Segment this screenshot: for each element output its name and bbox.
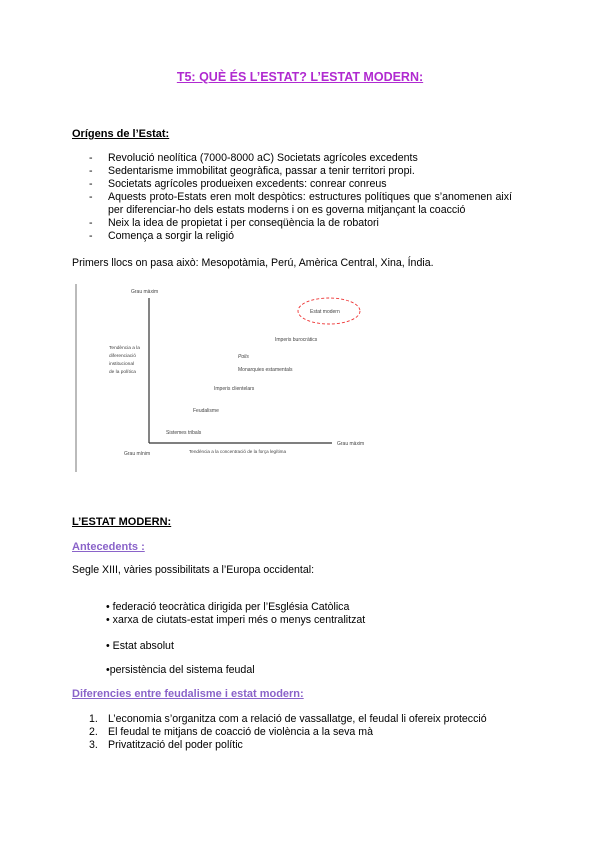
y-axis-label-line: diferenciació — [109, 354, 136, 359]
list-item — [72, 726, 487, 739]
y-axis-label-line: institucional — [109, 362, 135, 367]
list-item: • federació teocràtica dirigida per l’Església Catòlica — [106, 601, 350, 613]
figure-point-label: Sistemes tribals — [166, 430, 202, 436]
y-max-label: Grau màxim — [131, 289, 159, 295]
list-item: - Neix la idea de propietat i per conseqüència la de robatori — [72, 217, 512, 230]
list-item: - Aquests proto-Estats eren molt despòtics: estructures polítiques que s’anomenen així per diferenciar-ho dels estats moderns i on es governa mitjançant la coacció — [72, 191, 512, 217]
item-text: El feudal te mitjans de coacció de violència a la seva mà — [108, 726, 373, 738]
page-title: T5: QUÈ ÉS L’ESTAT? L’ESTAT MODERN: — [176, 70, 424, 84]
differences-list — [72, 713, 487, 752]
antecedents-heading: Antecedents : — [72, 541, 145, 553]
y-axis-label-line: Tendència a la — [109, 346, 140, 351]
figure-point-label: Estat modern — [310, 309, 340, 315]
figure-point-label: Imperis clientelars — [214, 386, 255, 392]
figure-point-label: Polis — [238, 354, 249, 360]
item-number: 2. — [89, 726, 98, 738]
list-item: - Societats agrícoles produeixen excedents: conrear conreus — [72, 178, 512, 191]
x-max-label: Grau màxim — [337, 441, 365, 447]
x-axis-label: Tendència a la concentració de la força legítima — [189, 449, 287, 454]
y-axis-label — [109, 345, 141, 375]
origins-heading: Orígens de l’Estat: — [72, 128, 170, 140]
list-item: • Estat absolut — [106, 640, 174, 652]
figure-point-label: Monarquies estamentals — [238, 367, 293, 373]
list-item — [72, 739, 487, 752]
list-item: - Comença a sorgir la religió — [72, 230, 512, 243]
list-item — [72, 713, 487, 726]
y-axis-label-line: de la política — [109, 370, 136, 375]
item-text: L’economia s’organitza com a relació de vassallatge, el feudal li ofereix protecció — [108, 713, 487, 725]
state-evolution-diagram — [72, 282, 372, 474]
x-min-label: Grau mínim — [124, 451, 151, 457]
list-item: •persistència del sistema feudal — [106, 664, 255, 676]
item-number: 1. — [89, 713, 98, 725]
first-places-text: Primers llocs on pasa això: Mesopotàmia, Perú, Amèrica Central, Xina, Índia. — [72, 257, 434, 269]
modern-state-heading: L’ESTAT MODERN: — [72, 516, 172, 528]
list-item: - Sedentarisme immobilitat geogràfica, passar a tenir territori propi. — [72, 165, 512, 178]
list-item: - Revolució neolítica (7000-8000 aC) Societats agrícoles excedents — [72, 152, 512, 165]
origins-list — [72, 152, 512, 243]
differences-heading: Diferencies entre feudalisme i estat modern: — [72, 688, 304, 700]
segle-text: Segle XIII, vàries possibilitats a l’Europa occidental: — [72, 564, 315, 576]
figure-point-label: Feudalisme — [193, 408, 219, 414]
item-text: Privatització del poder polític — [108, 739, 243, 751]
list-item: • xarxa de ciutats-estat imperi més o menys centralitzat — [106, 614, 366, 626]
item-number: 3. — [89, 739, 98, 751]
figure-point-label: Imperis burocràtics — [275, 337, 318, 343]
